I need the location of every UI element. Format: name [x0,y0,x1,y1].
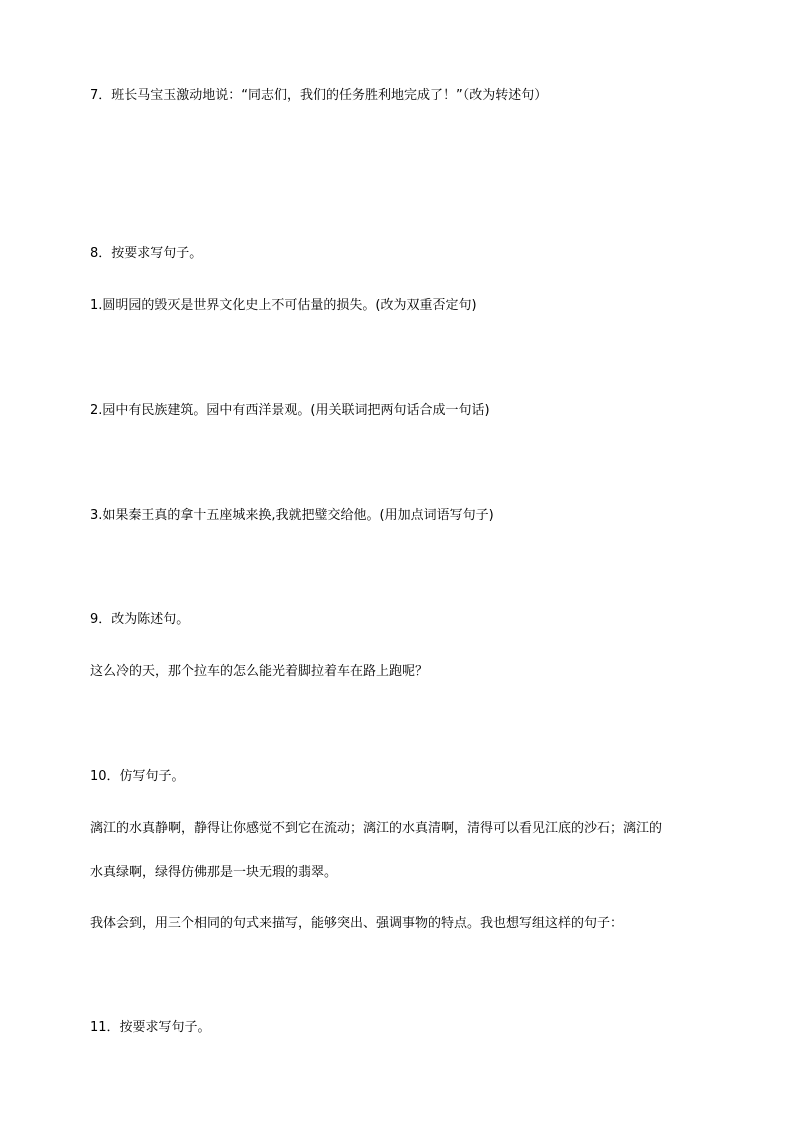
question-8-item-2: 2.园中有民族建筑。园中有西洋景观。(用关联词把两句话合成一句话) [90,403,490,418]
question-9-heading: 9．改为陈述句。 [90,612,190,627]
question-7: 7．班长马宝玉激动地说：“同志们，我们的任务胜利地完成了！”（改为转述句） [90,88,548,103]
question-10-passage-line-2: 水真绿啊，绿得仿佛那是一块无瑕的翡翠。 [90,865,338,880]
question-8-heading: 8．按要求写句子。 [90,246,203,261]
question-8-item-3: 3.如果秦王真的拿十五座城来换,我就把璧交给他。(用加点词语写句子) [90,508,494,523]
question-10-heading: 10．仿写句子。 [90,769,185,784]
question-8-item-1: 1.圆明园的毁灭是世界文化史上不可估量的损失。(改为双重否定句) [90,298,477,313]
question-11-heading: 11．按要求写句子。 [90,1020,211,1035]
question-9-sentence: 这么冷的天，那个拉车的怎么能光着脚拉着车在路上跑呢？ [90,664,429,679]
question-10-passage-line-1: 漓江的水真静啊，静得让你感觉不到它在流动；漓江的水真清啊，清得可以看见江底的沙石；漓江的 [90,821,663,836]
question-10-prompt: 我体会到，用三个相同的句式来描写，能够突出、强调事物的特点。我也想写组这样的句子： [90,916,624,931]
